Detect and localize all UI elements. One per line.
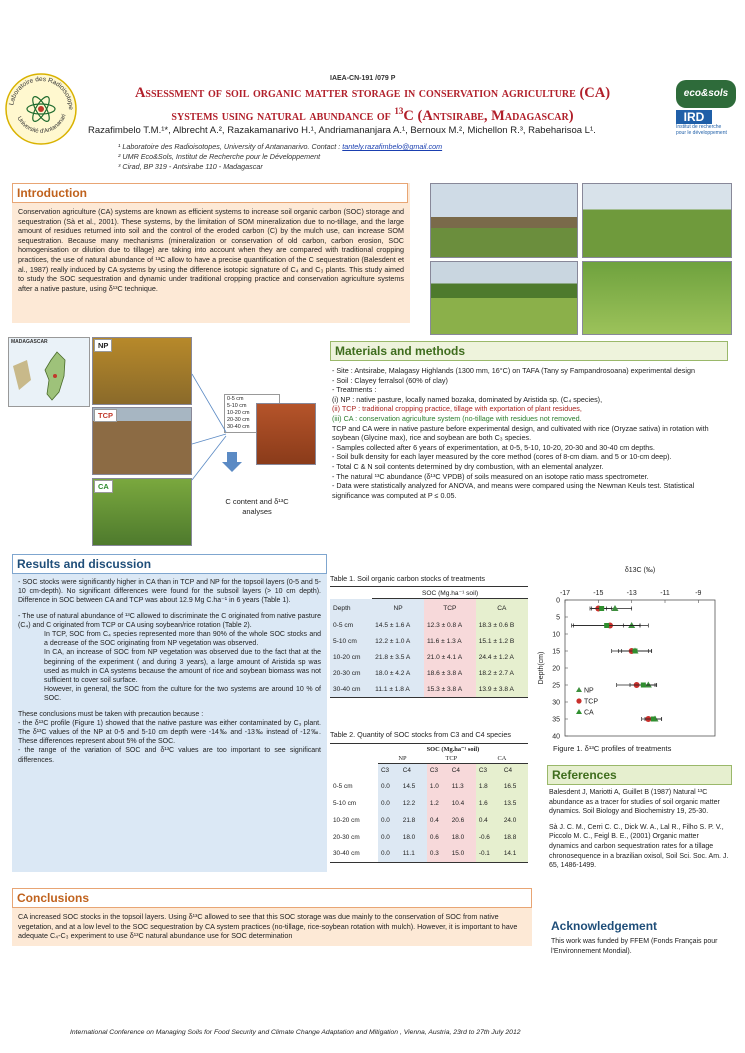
legend-label: NP <box>584 687 594 695</box>
y-tick-label: 5 <box>556 614 560 622</box>
x-tick-label: -9 <box>695 590 702 597</box>
references-section <box>547 765 732 874</box>
figure1-caption: Figure 1. δ¹³C profiles of treatments <box>553 744 672 753</box>
delta13c-chart <box>535 560 735 742</box>
table-row: 5-10 cm 12.2 ± 1.0 A 11.6 ± 1.3 A 15.1 ± 1.2 B <box>330 634 528 650</box>
data-point-ca <box>599 606 604 611</box>
analysis-label: C content and δ¹³C analyses <box>225 497 289 516</box>
lab-logo-text-top: Laboratoire des Radioisotope <box>8 75 75 110</box>
x-tick-label: -15 <box>593 590 604 597</box>
table-row: 0-5 cm 0.0 14.5 1.0 11.3 1.8 16.5 <box>330 778 528 795</box>
conference-ref-code: IAEA-CN-191 /079 P <box>330 75 396 82</box>
contact-email-link[interactable]: tantely.razafimbelo@gmail.com <box>342 142 443 151</box>
conclusions-section <box>12 888 532 946</box>
authors-line: Razafimbelo T.M.¹*, Albrecht A.², Razakamanarivo H.¹, Andriamananjara A.¹, Bernoux M.², Michellon R.³, Rabeharisoa L¹. <box>88 125 596 136</box>
map-shape-icon <box>9 346 87 404</box>
y-tick-label: 30 <box>552 699 560 707</box>
results-p2: - The use of natural abundance of ¹³C allowed to discriminate the C originated from native pasture (C₄) and C originated from TCP or CA using soybean/rice rotation (Table 2). <box>18 612 321 629</box>
table-row: 5-10 cm 0.0 12.2 1.2 10.4 1.6 13.5 <box>330 795 528 812</box>
y-tick-label: 40 <box>552 733 560 741</box>
label-ca: CA <box>94 480 113 493</box>
table-row: 20-30 cm 0.0 18.0 0.6 18.0 -0.6 18.8 <box>330 829 528 846</box>
acknowledgement-heading: Acknowledgement <box>551 919 658 933</box>
data-point-ca <box>651 717 656 722</box>
ecosols-logo: eco&sols <box>676 80 736 108</box>
table-row: 30-40 cm 0.0 11.1 0.3 15.0 -0.1 14.1 <box>330 846 528 863</box>
down-arrow-icon <box>222 452 242 472</box>
conclusions-heading: Conclusions <box>12 888 532 908</box>
table-row: 0-5 cm 14.5 ± 1.6 A 12.3 ± 0.8 A 18.3 ± 0.6 B <box>330 618 528 634</box>
methods-heading: Materials and methods <box>330 341 728 361</box>
lab-logo-text-bottom: Université d'Antananari <box>15 113 68 135</box>
data-point-ca <box>641 683 646 688</box>
x-tick-label: -13 <box>626 590 637 597</box>
table-row: 10-20 cm 0.0 21.8 0.4 20.6 0.4 24.0 <box>330 812 528 829</box>
results-p4: - the δ¹³C profile (Figure 1) showed that the native pasture was either contaminated by C₃ plant. The δ¹³C values of the NP at 0-5 and 5-10 cm depth were -14‰ and -13‰ instead of -12‰. These differences represent about 5% of the SOC. <box>18 719 321 746</box>
y-tick-label: 20 <box>552 665 560 673</box>
legend-marker <box>576 698 581 703</box>
field-photo-1 <box>430 183 578 258</box>
y-tick-label: 15 <box>552 648 560 656</box>
table1-caption: Table 1. Soil organic carbon stocks of treatments <box>330 574 486 583</box>
acknowledgement-text: This work was funded by FFEM (Fonds Français pour l'Environnement Mondial). <box>551 938 718 955</box>
footer-conference: International Conference on Managing Soils for Food Security and Climate Change Adaptation and Mitigation , Vienna, Austria, 23rd to 27th July 2012 <box>70 1029 521 1036</box>
data-point-ca <box>633 649 638 654</box>
ird-logo: IRD Institut de recherche pour le développement <box>676 110 727 136</box>
legend-label: CA <box>584 709 594 717</box>
atom-icon <box>4 72 78 146</box>
table2-caption: Table 2. Quantity of SOC stocks from C3 and C4 species <box>330 730 511 739</box>
results-p3: These conclusions must be taken with precaution because : <box>18 710 204 718</box>
conclusions-text: CA increased SOC stocks in the topsoil layers. Using δ¹³C allowed to see that this SOC storage was due mainly to the conservation of SOC from native vegetation, and at a low level to the SOC sequestration by CA system practices (no-tillage, rice-soybean rotation with mulch). However, it is important to have adequate C₄-C₃ experiment to use δ¹³C natural abundance use for SOC determination <box>18 912 518 941</box>
results-p5: - the range of the variation of SOC and δ¹³C values are too important to see significant differences. <box>18 747 321 764</box>
soil-profile-photo <box>256 403 316 465</box>
field-photo-3 <box>430 261 578 335</box>
label-np: NP <box>94 339 112 352</box>
y-axis-label: Depth(cm) <box>538 651 545 685</box>
poster-title <box>80 84 665 125</box>
affiliation-3: ³ Cirad, BP 319 - Antsirabe 110 - Madagascar <box>118 162 263 171</box>
table1 <box>330 586 528 698</box>
title-line-2: systems using natural abundance of $^{13}$C (Antsirabe, Madagascar) <box>171 106 574 124</box>
table-row: 30-40 cm 11.1 ± 1.8 A 15.3 ± 3.8 A 13.9 ± 3.8 A <box>330 682 528 698</box>
acknowledgement-section <box>547 917 732 958</box>
y-tick-label: 0 <box>556 597 560 605</box>
results-p1: - SOC stocks were significantly higher in CA than in TCP and NP for the topsoil layers (0-5 and 5-10 cm-depth). No significant differences were found for the subsoil layers (> 10 cm depth). Difference in SOC between CA and TCP was about 12.9 Mg C.ha⁻¹ in 6 years (Table 1). <box>18 579 321 605</box>
legend-label: TCP <box>584 698 598 706</box>
results-bullet-1: In TCP, SOC from C₄ species represented more than 90% of the whole SOC stocks and a decrease of the SOC originating from NP vegetation was observed. <box>44 631 321 648</box>
introduction-text: Conservation agriculture (CA) systems are known as efficient systems to increase soil organic carbon (SOC) storage and sequestration (Sà et al., 2001). These systems, by the limitation of SOM mineralization due to no-tillage, and the large amount of residues returned into soil and the control of the eroded carbon (C) by the mulch use, can increase SOM sequestration. Because many mechanisms (mineralization or conservation of old carbon, carbon erosion, SOC homogenisation or dilution due to tillage) are taking into account when they are compared with traditional cropping practices, the use of natural abundance of ¹³C allow to have a precise quantification of the C sequestration (Balesdent et al., 1987) really induced by CA systems by using the difference isotopic signature of C₄ and C₃ plants. This study aimed to study the SOC sequestration and dynamic under traditional cropping practice and conservation agriculture systems after a native pasture, using δ¹³C technique. <box>18 207 404 293</box>
results-bullet-2: In CA, an increase of SOC from NP vegetation was observed due to the fact that at the beginning of the experiment ( and during 3 years), a large amount of Aristida sp was used as mulch in CA systems because the amount of rice and soybean biomass was not sufficient to cover soil surface. <box>44 649 321 685</box>
x-tick-label: -11 <box>660 590 670 597</box>
x-tick-label: -17 <box>559 590 571 597</box>
references-heading: References <box>547 765 732 785</box>
table-row: 20-30 cm 18.0 ± 4.2 A 18.6 ± 3.8 A 18.2 ± 2.7 A <box>330 666 528 682</box>
table2: SOC (Mg.ha⁻¹ soil) NP TCP CA C3 C4 C3 C4 C3 C4 0-5 cm 0.0 14.5 1.0 11.3 1.8 16.5 5-10 cm 0.0 12.2 1.2 10.4 1.6 13.5 10-20 cm 0.0 21.8 0.4 20.6 0.4 24.0 20-30 cm 0.0 18.0 0.6 18.0 -0.6 18.8 30-40 cm 0.0 11.1 0.3 15.0 -0.1 14.1 <box>330 743 528 863</box>
table-row: 10-20 cm 21.8 ± 3.5 A 21.0 ± 4.1 A 24.4 ± 1.2 A <box>330 650 528 666</box>
methods-text: - Site : Antsirabe, Malagasy Highlands (1300 mm, 16°C) on TAFA (Tany sy Fampandrosoana) experimental design - Soil : Clayey ferralsol (60% of clay) - Treatments : (i) NP : native pasture, locally named bozaka, dominated by Aristida sp. (C₄ species), (ii) TCP : traditional cropping practice, tillage with exportation of plant residues, (iii) CA : conservation agriculture system (no-tillage with residues not removed. TCP and CA were in native pasture before experimental design, and cultivated with rice (Oryzae sativa) in rotation with soybean (Glycine max), rice and soybean are both C₃ species. - Samples collected after 6 years of experimentation, at 0-5, 5-10, 10-20, 20-30 and 30-40 cm depths. - Soil bulk density for each layer measured by the core method (cores of 8-cm diam. and 5 or 10-cm deep). - Total C & N soil contents determined by dry combustion, with an elemental analyzer. - The natural ¹³C abundance (δ¹³C VPDB) of soils measured on an isotope ratio mass spectrometer. - Data were statistically analyzed for ANOVA, and means were compared using the Newman Keuls test. Statistical significance was computed at P ≤ 0.05. <box>332 366 709 500</box>
y-tick-label: 35 <box>552 716 560 724</box>
field-photo-2 <box>582 183 732 258</box>
chart-title: δ13C (‰) <box>624 567 656 574</box>
madagascar-map: MADAGASCAR <box>8 337 90 407</box>
results-section <box>12 554 327 872</box>
table1-unit-row: SOC (Mg.ha⁻¹ soil) <box>330 587 528 599</box>
data-point-ca <box>604 623 609 628</box>
lab-logo <box>4 72 78 146</box>
table-row: Depth NP TCP CA <box>330 599 528 618</box>
affiliation-2: ² UMR Eco&Sols, Institut de Recherche pour le Développement <box>118 152 321 161</box>
results-bullet-3: However, in general, the SOC from the culture for the two systems are around 10 % of SOC. <box>44 686 321 703</box>
y-tick-label: 25 <box>552 682 560 690</box>
title-line-1: Assessment of soil organic matter storage in conservation agriculture (CA) <box>134 85 611 101</box>
results-heading: Results and discussion <box>12 554 327 574</box>
field-photo-4 <box>582 261 732 335</box>
reference-2: Sà J. C. M., Cerri C. C., Dick W. A., Lal R., Filho S. P. V., Piccolo M. C., Feigl B. E., (2001) Organic matter dynamics and carbon sequestration rates for a tillage chronosequence in a brazilian oxisol, Soil Sci. Soc. Am. J. 65, 1486-1499. <box>549 823 729 870</box>
y-tick-label: 10 <box>552 631 560 639</box>
affiliation-1: ¹ Laboratoire des Radioisotopes, University of Antananarivo. Contact : tantely.razafimbelo@gmail.com <box>118 142 443 151</box>
methods-section <box>330 341 728 546</box>
introduction-section <box>12 183 410 323</box>
label-tcp: TCP <box>94 409 117 422</box>
depth-labels: 0-5 cm 5-10 cm 10-20 cm 20-30 cm 30-40 cm <box>224 394 280 433</box>
introduction-heading: Introduction <box>12 183 408 203</box>
reference-1: Balesdent J, Mariotti A, Guillet B (1987) Natural ¹³C abundance as a tracer for studies of soil organic matter dynamics. Soil Biology and Biochemistry 19, 25-30. <box>549 789 720 816</box>
